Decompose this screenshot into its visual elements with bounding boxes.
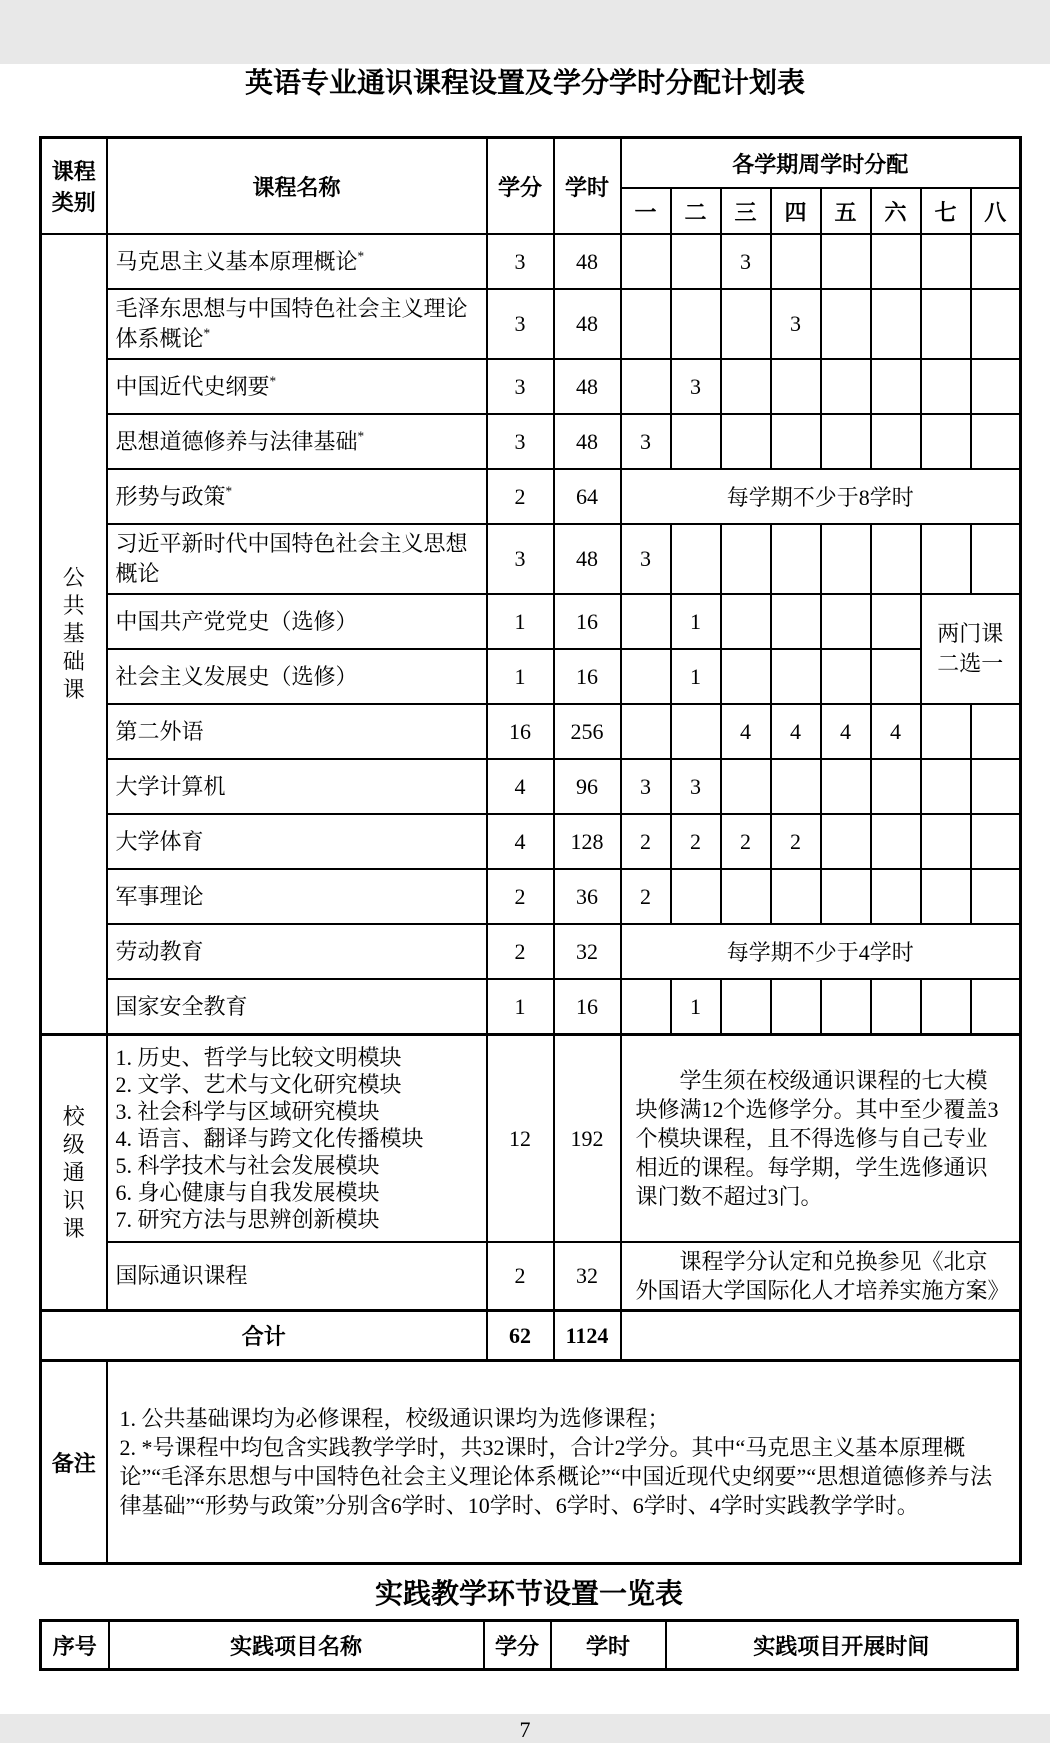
module-item: 3. 社会科学与区域研究模块: [115, 1099, 380, 1124]
remarks-label: 备注: [41, 1361, 107, 1564]
semester-column-header: 一: [621, 188, 671, 234]
semester-hours-cell: 2: [721, 814, 771, 869]
credits-cell: 1: [487, 594, 554, 649]
credits-cell: 2: [487, 924, 554, 979]
semester-hours-cell: [621, 594, 671, 649]
remarks-line: 2. *号课程中均包含实践教学学时，共32课时，合计2学分。其中“马克思主义基本原理概论”“毛泽东思想与中国特色社会主义理论体系概论”“中国近现代史纲要”“思想道德修养与法律基础”“形势与政策”分别含6学时、10学时、6学时、6学时、4学时实践教学学时。: [119, 1435, 993, 1518]
semester-hours-cell: [921, 979, 971, 1035]
module-item: 6. 身心健康与自我发展模块: [115, 1180, 380, 1205]
semester-hours-cell: [771, 524, 821, 594]
semester-hours-cell: [821, 869, 871, 924]
semester-hours-cell: [921, 289, 971, 359]
semester-hours-cell: [621, 234, 671, 289]
course-row: [41, 234, 1021, 289]
course-name-cell: 第二外语: [107, 704, 487, 759]
semester-hours-cell: [821, 289, 871, 359]
course-name-cell: 大学体育: [107, 814, 487, 869]
module-item: 4. 语言、翻译与跨文化传播模块: [115, 1126, 424, 1151]
hours-cell: 64: [554, 469, 621, 524]
course-name-cell: 劳动教育: [107, 924, 487, 979]
semester-column-header: 四: [771, 188, 821, 234]
credits-cell: 3: [487, 414, 554, 469]
practice-header-cell: 实践项目名称: [109, 1621, 484, 1670]
star-mark: *: [225, 483, 233, 499]
semester-hours-cell: [871, 524, 921, 594]
semester-hours-cell: 3: [721, 234, 771, 289]
semester-hours-cell: [821, 414, 871, 469]
course-name-cell: [107, 1035, 487, 1243]
semester-hours-cell: [871, 414, 921, 469]
hours-cell: 16: [554, 594, 621, 649]
course-name-cell: 国家安全教育: [107, 979, 487, 1035]
credits-cell: 4: [487, 814, 554, 869]
semester-hours-cell: [971, 704, 1021, 759]
course-name-cell: 马克思主义基本原理概论*: [107, 234, 487, 289]
star-mark: *: [357, 248, 365, 264]
semester-column-header: 六: [871, 188, 921, 234]
page-number: 7: [519, 1717, 531, 1742]
course-name-cell: 社会主义发展史（选修）: [107, 649, 487, 704]
course-row: [41, 524, 1021, 594]
semester-hours-cell: [771, 359, 821, 414]
semester-hours-cell: 4: [771, 704, 821, 759]
course-name-cell: 思想道德修养与法律基础*: [107, 414, 487, 469]
credits-cell: 3: [487, 234, 554, 289]
credits-cell: 3: [487, 359, 554, 414]
hours-cell: 32: [554, 924, 621, 979]
semester-hours-cell: [821, 814, 871, 869]
course-row: [41, 414, 1021, 469]
course-row: [41, 979, 1021, 1035]
semester-hours-cell: 3: [621, 524, 671, 594]
semester-hours-cell: 2: [771, 814, 821, 869]
course-row: [41, 649, 1021, 704]
semester-hours-cell: 2: [671, 814, 721, 869]
semester-hours-cell: [671, 869, 721, 924]
practice-header-cell: 序号: [41, 1621, 109, 1670]
header-credits: 学分: [487, 138, 554, 235]
semester-hours-cell: [821, 979, 871, 1035]
section-label: 公 共 基 础 课: [41, 234, 107, 1035]
course-row: [41, 814, 1021, 869]
semester-hours-cell: [621, 704, 671, 759]
semester-hours-cell: [821, 234, 871, 289]
semester-hours-cell: [621, 359, 671, 414]
hours-cell: 96: [554, 759, 621, 814]
semester-hours-cell: 3: [671, 359, 721, 414]
semester-hours-cell: 1: [671, 979, 721, 1035]
practice-header-cell: 学时: [551, 1621, 666, 1670]
credits-cell: 1: [487, 649, 554, 704]
page-title: 英语专业通识课程设置及学分学时分配计划表: [244, 68, 805, 99]
semester-hours-cell: [671, 234, 721, 289]
practice-header-cell: 实践项目开展时间: [666, 1621, 1018, 1670]
header-semester-group: 各学期周学时分配: [621, 138, 1021, 189]
semester-hours-cell: [821, 359, 871, 414]
semester-hours-cell: [671, 414, 721, 469]
course-row: [41, 1035, 1021, 1243]
credits-cell: 3: [487, 524, 554, 594]
totals-semester-cell: [621, 1311, 1021, 1361]
hours-cell: 256: [554, 704, 621, 759]
semester-hours-cell: [771, 759, 821, 814]
course-name-cell: 形势与政策*: [107, 469, 487, 524]
totals-credits-cell: 62: [487, 1311, 554, 1361]
semester-hours-cell: [721, 759, 771, 814]
document-page: [0, 64, 1050, 1742]
semester-hours-cell: [821, 759, 871, 814]
course-row: [41, 704, 1021, 759]
semester-column-header: 三: [721, 188, 771, 234]
semester-hours-cell: [921, 869, 971, 924]
course-name-cell: 习近平新时代中国特色社会主义思想概论: [107, 524, 487, 594]
semester-hours-cell: [971, 414, 1021, 469]
remarks-row: [41, 1361, 1021, 1564]
credits-cell: 2: [487, 869, 554, 924]
hours-cell: 48: [554, 289, 621, 359]
semester-hours-cell: 3: [671, 759, 721, 814]
semester-note-cell: 每学期不少于4学时: [621, 924, 1021, 979]
semester-hours-cell: [921, 414, 971, 469]
course-row: [41, 359, 1021, 414]
semester-hours-cell: [871, 649, 921, 704]
course-row: [41, 924, 1021, 979]
course-row: [41, 759, 1021, 814]
semester-hours-cell: [921, 234, 971, 289]
semester-hours-cell: [721, 414, 771, 469]
semester-hours-cell: [721, 594, 771, 649]
semester-hours-cell: [621, 289, 671, 359]
star-mark: *: [203, 325, 211, 341]
credits-cell: 4: [487, 759, 554, 814]
semester-hours-cell: [871, 979, 921, 1035]
semester-hours-cell: [971, 359, 1021, 414]
semester-hours-cell: 2: [621, 869, 671, 924]
credits-cell: 16: [487, 704, 554, 759]
credits-cell: 2: [487, 469, 554, 524]
hours-cell: 48: [554, 524, 621, 594]
remarks-line: 1. 公共基础课均为必修课程，校级通识课均为选修课程；: [119, 1406, 670, 1431]
hours-cell: 16: [554, 979, 621, 1035]
semester-hours-cell: 2: [621, 814, 671, 869]
semester-hours-cell: [921, 704, 971, 759]
practice-table-title: 实践教学环节设置一览表: [374, 1579, 683, 1610]
course-row: [41, 594, 1021, 649]
totals-hours-cell: 1124: [554, 1311, 621, 1361]
course-name-cell: 国际通识课程: [107, 1242, 487, 1311]
module-item: 1. 历史、哲学与比较文明模块: [115, 1045, 402, 1070]
course-name-cell: 中国近代史纲要*: [107, 359, 487, 414]
semester-hours-cell: 3: [621, 759, 671, 814]
semester-hours-cell: [971, 759, 1021, 814]
semester-hours-cell: [721, 359, 771, 414]
hours-cell: 36: [554, 869, 621, 924]
semester-hours-cell: [771, 414, 821, 469]
header-course-name: 课程名称: [107, 138, 487, 235]
semester-hours-cell: [771, 979, 821, 1035]
hours-cell: 48: [554, 234, 621, 289]
semester-hours-cell: [871, 359, 921, 414]
semester-hours-cell: [721, 649, 771, 704]
semester-column-header: 五: [821, 188, 871, 234]
semester-hours-cell: 1: [671, 649, 721, 704]
semester-hours-cell: [821, 524, 871, 594]
semester-hours-cell: [771, 649, 821, 704]
totals-label: 合计: [41, 1311, 487, 1361]
semester-hours-cell: [871, 594, 921, 649]
course-row: [41, 869, 1021, 924]
star-mark: *: [269, 373, 277, 389]
module-item: 2. 文学、艺术与文化研究模块: [115, 1072, 402, 1097]
curriculum-table: [39, 136, 1022, 1565]
semester-hours-cell: [971, 289, 1021, 359]
totals-row: [41, 1311, 1021, 1361]
semester-hours-cell: [821, 649, 871, 704]
semester-hours-cell: [621, 979, 671, 1035]
course-row: [41, 1242, 1021, 1311]
semester-hours-cell: [921, 814, 971, 869]
practice-header-cell: 学分: [484, 1621, 551, 1670]
hours-cell: 16: [554, 649, 621, 704]
semester-hours-cell: [871, 869, 921, 924]
semester-hours-cell: [871, 234, 921, 289]
semester-hours-cell: 3: [771, 289, 821, 359]
course-row: [41, 289, 1021, 359]
module-item: 5. 科学技术与社会发展模块: [115, 1153, 380, 1178]
semester-hours-cell: [771, 869, 821, 924]
semester-hours-cell: 4: [721, 704, 771, 759]
semester-hours-cell: [671, 704, 721, 759]
semester-hours-cell: [771, 234, 821, 289]
semester-hours-cell: [721, 289, 771, 359]
course-row: [41, 469, 1021, 524]
semester-text-cell: 学生须在校级通识课程的七大模块修满12个选修学分。其中至少覆盖3个模块课程，且不得选修与自己专业相近的课程。每学期，学生选修通识课门数不超过3门。: [621, 1035, 1021, 1243]
semester-hours-cell: [671, 289, 721, 359]
hours-cell: 48: [554, 414, 621, 469]
semester-hours-cell: [771, 594, 821, 649]
semester-hours-cell: [871, 759, 921, 814]
module-item: 7. 研究方法与思辨创新模块: [115, 1207, 380, 1232]
credits-cell: 2: [487, 1242, 554, 1311]
semester-hours-cell: [971, 869, 1021, 924]
semester-column-header: 二: [671, 188, 721, 234]
semester-hours-cell: [971, 979, 1021, 1035]
course-name-cell: 毛泽东思想与中国特色社会主义理论体系概论*: [107, 289, 487, 359]
header-category: 课程类别: [41, 138, 107, 235]
credits-cell: 1: [487, 979, 554, 1035]
semester-column-header: 七: [921, 188, 971, 234]
hours-cell: 32: [554, 1242, 621, 1311]
star-mark: *: [357, 428, 365, 444]
credits-cell: 12: [487, 1035, 554, 1243]
semester-hours-cell: 4: [821, 704, 871, 759]
semester-column-header: 八: [971, 188, 1021, 234]
semester-hours-cell: [721, 869, 771, 924]
hours-cell: 192: [554, 1035, 621, 1243]
remarks-content: [107, 1361, 1021, 1564]
course-name-cell: 大学计算机: [107, 759, 487, 814]
semester-hours-cell: [921, 759, 971, 814]
semester-hours-cell: 1: [671, 594, 721, 649]
semester-note-cell: 每学期不少于8学时: [621, 469, 1021, 524]
hours-cell: 48: [554, 359, 621, 414]
semester-hours-cell: [971, 234, 1021, 289]
hours-cell: 128: [554, 814, 621, 869]
semester-hours-cell: [821, 594, 871, 649]
semester-hours-cell: [721, 979, 771, 1035]
semester-hours-cell: [971, 814, 1021, 869]
semester-hours-cell: [871, 814, 921, 869]
semester-hours-cell: [671, 524, 721, 594]
credits-cell: 3: [487, 289, 554, 359]
elective-note-cell: 两门课 二选一: [921, 594, 1021, 704]
semester-hours-cell: [921, 524, 971, 594]
section-label: 校 级 通 识 课: [41, 1035, 107, 1311]
semester-hours-cell: 3: [621, 414, 671, 469]
semester-hours-cell: [621, 649, 671, 704]
semester-hours-cell: [921, 359, 971, 414]
header-hours: 学时: [554, 138, 621, 235]
semester-hours-cell: [971, 524, 1021, 594]
course-name-cell: 军事理论: [107, 869, 487, 924]
semester-hours-cell: 4: [871, 704, 921, 759]
semester-hours-cell: [721, 524, 771, 594]
practice-table: [39, 1619, 1019, 1671]
course-name-cell: 中国共产党党史（选修）: [107, 594, 487, 649]
semester-hours-cell: [871, 289, 921, 359]
semester-text-cell: 课程学分认定和兑换参见《北京外国语大学国际化人才培养实施方案》: [621, 1242, 1021, 1311]
